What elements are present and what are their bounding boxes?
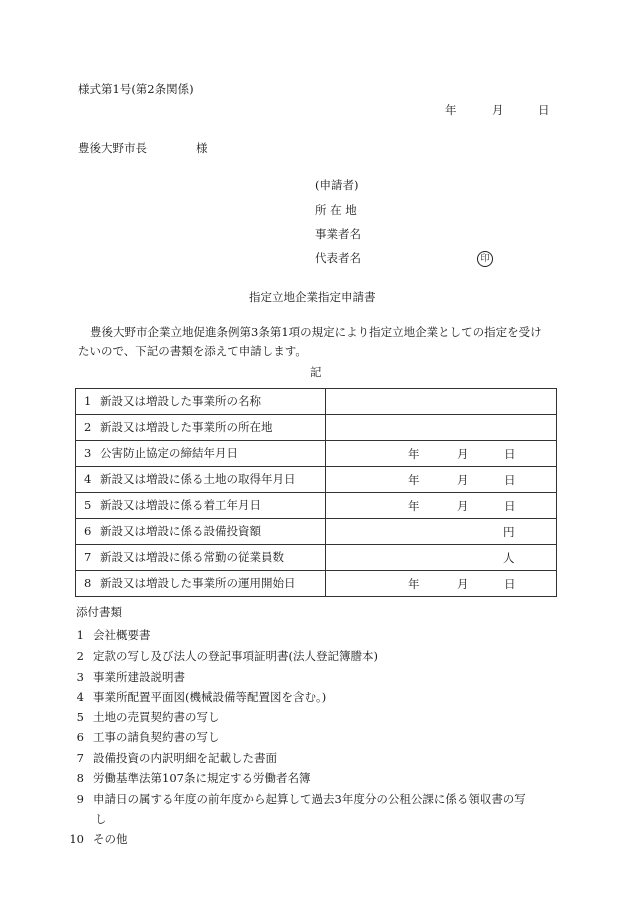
- value-cell[interactable]: [326, 441, 557, 467]
- item-number: 1: [84, 393, 92, 408]
- attachment-number: 3: [76, 670, 84, 684]
- attachment-number: 4: [76, 690, 84, 704]
- attachment-number: 10: [69, 832, 84, 846]
- item-number: 8: [84, 575, 92, 590]
- table-row: [76, 415, 557, 441]
- value-cell[interactable]: [326, 519, 557, 545]
- table-row: [76, 493, 557, 519]
- value-day: 日: [504, 473, 516, 487]
- attachment-text: 工事の請負契約書の写し: [93, 730, 220, 744]
- body-text-line-2: たいので、下記の書類を添えて申請します。: [78, 344, 307, 358]
- item-cell: [76, 519, 326, 545]
- item-label: 新設又は増設した事業所の所在地: [100, 419, 273, 434]
- attachment-text: 設備投資の内訳明細を記載した書面: [93, 751, 277, 765]
- value-cell[interactable]: [326, 545, 557, 571]
- attachment-item: [66, 692, 326, 704]
- value-unit: 円: [503, 525, 515, 539]
- attachment-item: [66, 834, 128, 846]
- attachment-number: 5: [76, 710, 84, 724]
- attachment-item: [66, 672, 185, 684]
- attachment-number: 9: [76, 792, 84, 806]
- table-row: [76, 389, 557, 415]
- attachment-text: 労働基準法第107条に規定する労働者名簿: [93, 771, 311, 785]
- value-cell[interactable]: [326, 389, 557, 415]
- table-row: [76, 571, 557, 597]
- address-label: 所 在 地: [315, 203, 357, 217]
- attachment-item: [66, 773, 310, 785]
- item-number: 3: [84, 445, 92, 460]
- attachment-text: 事業所配置平面図(機械設備等配置図を含む。): [93, 690, 327, 704]
- item-label: 新設又は増設に係る設備投資額: [100, 523, 261, 538]
- applicant-heading: (申請者): [315, 178, 359, 192]
- value-year: 年: [408, 447, 420, 461]
- form-number: 様式第1号(第2条関係): [78, 82, 194, 96]
- attachment-number: 7: [76, 751, 84, 765]
- item-number: 2: [84, 419, 92, 434]
- attachment-text: 会社概要書: [93, 628, 151, 642]
- value-cell[interactable]: [326, 493, 557, 519]
- item-label: 新設又は増設に係る常勤の従業員数: [100, 549, 284, 564]
- table-row: [76, 519, 557, 545]
- table-row: [76, 467, 557, 493]
- value-day: 日: [504, 577, 516, 591]
- attachment-continuation: し: [95, 812, 107, 826]
- attachment-number: 2: [76, 649, 84, 663]
- attachment-item: [66, 651, 378, 663]
- attachment-text: その他: [93, 832, 128, 846]
- item-number: 4: [84, 471, 92, 486]
- attachment-number: 8: [76, 771, 84, 785]
- attachment-item: [66, 732, 220, 744]
- application-table: [75, 388, 557, 597]
- attachment-text: 事業所建設説明書: [93, 670, 185, 684]
- value-cell[interactable]: [326, 415, 557, 441]
- item-cell: [76, 571, 326, 597]
- item-label: 新設又は増設した事業所の名称: [100, 393, 261, 408]
- date-day: 日: [538, 103, 550, 117]
- attachment-text: 定款の写し及び法人の登記事項証明書(法人登記簿謄本): [93, 649, 378, 663]
- addressee: 豊後大野市長: [78, 141, 147, 155]
- attachment-number: 1: [76, 628, 84, 642]
- attachment-item: [66, 753, 277, 765]
- value-cell[interactable]: [326, 467, 557, 493]
- value-year: 年: [408, 499, 420, 513]
- item-number: 5: [84, 497, 92, 512]
- date-month: 月: [492, 103, 504, 117]
- item-cell: [76, 415, 326, 441]
- value-year: 年: [408, 577, 420, 591]
- value-year: 年: [408, 473, 420, 487]
- table-row: [76, 441, 557, 467]
- item-label: 公害防止協定の締結年月日: [100, 445, 238, 460]
- body-text-line-1: 豊後大野市企業立地促進条例第3条第1項の規定により指定立地企業としての指定を受け: [90, 325, 542, 339]
- ki-heading: 記: [310, 365, 322, 379]
- value-unit: 人: [503, 551, 515, 565]
- item-number: 7: [84, 549, 92, 564]
- attachment-text: 申請日の属する年度の前年度から起算して過去3年度分の公租公課に係る領収書の写: [93, 792, 526, 806]
- business-name-label: 事業者名: [315, 227, 361, 241]
- item-number: 6: [84, 523, 92, 538]
- item-cell: [76, 441, 326, 467]
- item-label: 新設又は増設に係る土地の取得年月日: [100, 471, 296, 486]
- attachments-heading: 添付書類: [76, 605, 122, 619]
- item-cell: [76, 493, 326, 519]
- representative-label: 代表者名: [315, 251, 361, 265]
- item-label: 新設又は増設に係る着工年月日: [100, 497, 261, 512]
- value-month: 月: [457, 577, 469, 591]
- value-cell[interactable]: [326, 571, 557, 597]
- value-day: 日: [504, 499, 516, 513]
- item-cell: [76, 389, 326, 415]
- attachment-text: 土地の売買契約書の写し: [93, 710, 220, 724]
- date-year: 年: [445, 103, 457, 117]
- attachment-item: [66, 794, 526, 806]
- honorific: 様: [196, 141, 208, 155]
- seal-mark: 印: [477, 251, 493, 267]
- value-month: 月: [457, 499, 469, 513]
- document-title: 指定立地企業指定申請書: [249, 290, 376, 304]
- item-cell: [76, 467, 326, 493]
- value-day: 日: [504, 447, 516, 461]
- item-cell: [76, 545, 326, 571]
- table-row: [76, 545, 557, 571]
- attachment-item: [66, 712, 220, 724]
- attachment-number: 6: [76, 730, 84, 744]
- item-label: 新設又は増設した事業所の運用開始日: [100, 575, 296, 590]
- value-month: 月: [457, 473, 469, 487]
- value-month: 月: [457, 447, 469, 461]
- attachment-item: [66, 630, 151, 642]
